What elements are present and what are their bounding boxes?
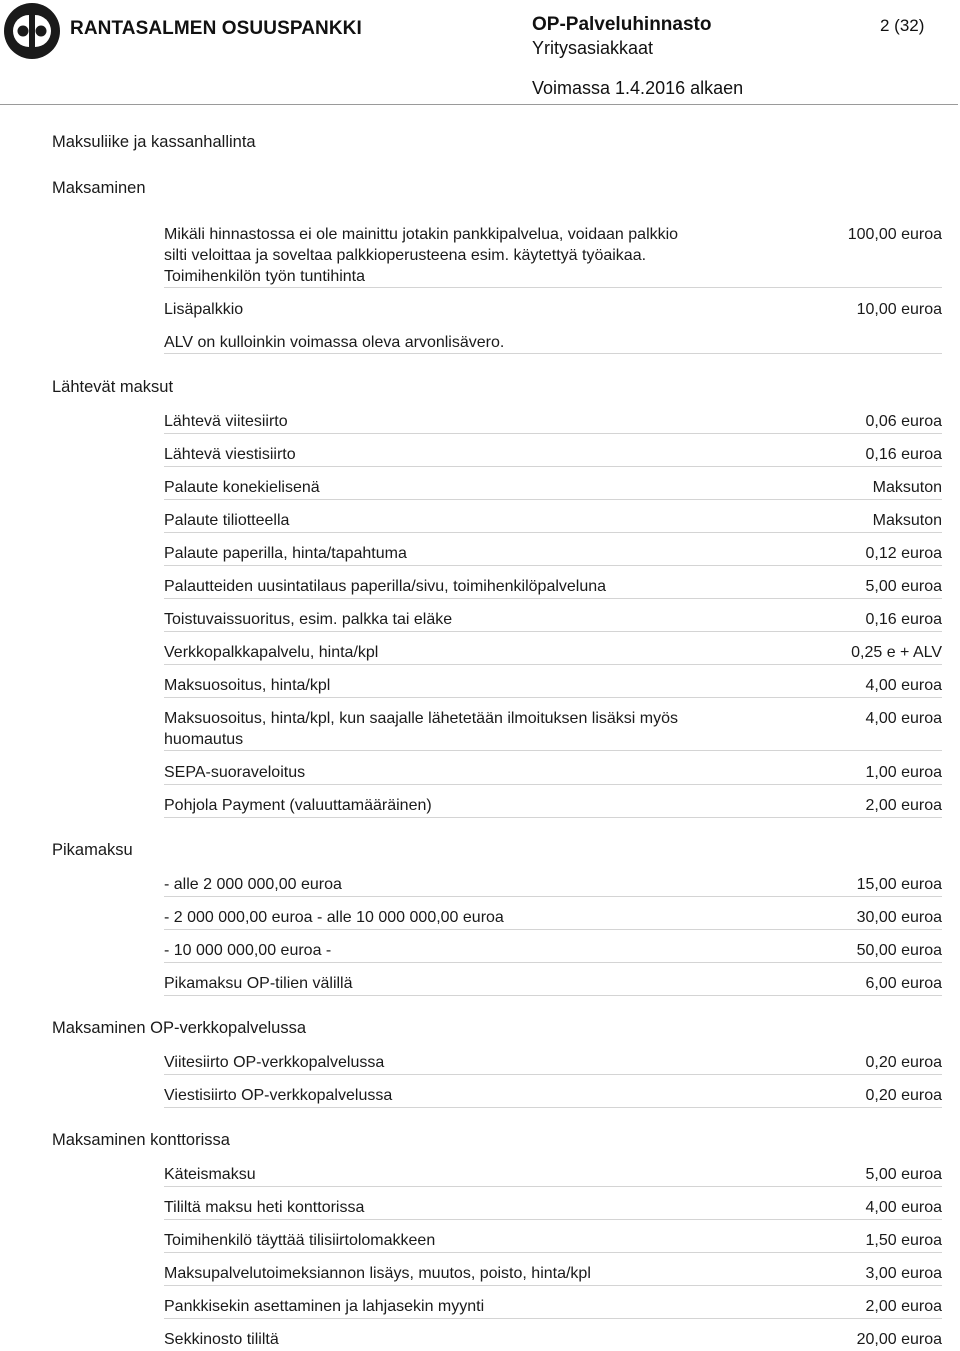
row-price: 20,00 euroa bbox=[856, 1331, 942, 1348]
row-price: 30,00 euroa bbox=[856, 909, 942, 926]
table-row bbox=[164, 1296, 942, 1319]
row-label: Toistuvaissuoritus, esim. palkka tai eläke bbox=[164, 611, 453, 628]
row-price: 50,00 euroa bbox=[856, 942, 942, 959]
row-label: Palaute tiliotteella bbox=[164, 512, 290, 529]
table-row bbox=[164, 510, 942, 533]
table-row bbox=[164, 795, 942, 818]
table-row bbox=[164, 1329, 942, 1350]
row-label: Pankkisekin asettaminen ja lahjasekin myynti bbox=[164, 1298, 485, 1315]
header-divider bbox=[0, 104, 958, 105]
row-label: Verkkopalkkapalvelu, hinta/kpl bbox=[164, 644, 379, 661]
row-price: 1,00 euroa bbox=[865, 764, 942, 781]
main-heading: Maksuliike ja kassanhallinta bbox=[52, 133, 256, 151]
row-price: 0,20 euroa bbox=[865, 1087, 942, 1104]
op-logo-icon bbox=[4, 3, 60, 59]
row-price: 0,20 euroa bbox=[865, 1054, 942, 1071]
section-title-lahtevat-maksut: Lähtevät maksut bbox=[52, 378, 174, 396]
table-row bbox=[164, 973, 942, 996]
row-price: 10,00 euroa bbox=[856, 301, 942, 318]
row-label: Sekkinosto tililtä bbox=[164, 1331, 279, 1348]
row-label: - 2 000 000,00 euroa - alle 10 000 000,00 euroa bbox=[164, 909, 504, 926]
row-label: Toimihenkilö täyttää tilisiirtolomakkeen bbox=[164, 1232, 436, 1249]
section-title-verkkopalvelu: Maksaminen OP-verkkopalvelussa bbox=[52, 1019, 307, 1037]
row-label: Maksupalvelutoimeksiannon lisäys, muutos, poisto, hinta/kpl bbox=[164, 1265, 591, 1282]
table-row bbox=[164, 762, 942, 785]
row-price: 15,00 euroa bbox=[856, 876, 942, 893]
document-subtitle: Yritysasiakkaat bbox=[532, 38, 654, 58]
row-price: 0,16 euroa bbox=[865, 446, 942, 463]
table-row bbox=[164, 1164, 942, 1187]
row-price: Maksuton bbox=[872, 479, 942, 496]
row-label: Pohjola Payment (valuuttamääräinen) bbox=[164, 797, 432, 814]
table-row bbox=[164, 1052, 942, 1075]
table-row bbox=[164, 224, 942, 288]
row-price: 5,00 euroa bbox=[865, 578, 942, 595]
table-row bbox=[164, 411, 942, 434]
table-row bbox=[164, 874, 942, 897]
row-label: Viestisiirto OP-verkkopalvelussa bbox=[164, 1087, 393, 1104]
table-row bbox=[164, 642, 942, 665]
table-row bbox=[164, 1263, 942, 1286]
row-price: 3,00 euroa bbox=[865, 1265, 942, 1282]
row-label: Tililtä maksu heti konttorissa bbox=[164, 1199, 365, 1216]
section-title-pikamaksu: Pikamaksu bbox=[52, 841, 133, 859]
section-title-maksaminen: Maksaminen bbox=[52, 179, 146, 197]
row-price: 4,00 euroa bbox=[865, 677, 942, 694]
table-row bbox=[164, 609, 942, 632]
valid-from: Voimassa 1.4.2016 alkaen bbox=[532, 78, 744, 98]
table-row bbox=[164, 477, 942, 500]
row-price: 0,12 euroa bbox=[865, 545, 942, 562]
row-price: 1,50 euroa bbox=[865, 1232, 942, 1249]
table-row bbox=[164, 576, 942, 599]
row-label: Palaute paperilla, hinta/tapahtuma bbox=[164, 545, 407, 562]
row-price: 2,00 euroa bbox=[865, 797, 942, 814]
page-number: 2 (32) bbox=[880, 16, 925, 35]
row-label: Maksuosoitus, hinta/kpl bbox=[164, 677, 331, 694]
vat-note: ALV on kulloinkin voimassa oleva arvonlisävero. bbox=[164, 334, 505, 351]
page-header bbox=[0, 0, 960, 104]
row-label: Palautteiden uusintatilaus paperilla/sivu, toimihenkilöpalveluna bbox=[164, 578, 607, 595]
row-label: Maksuosoitus, hinta/kpl, kun saajalle lähetetään ilmoituksen lisäksi myös huomautus bbox=[164, 710, 679, 748]
row-label: Viitesiirto OP-verkkopalvelussa bbox=[164, 1054, 385, 1071]
row-price: 6,00 euroa bbox=[865, 975, 942, 992]
row-label: Käteismaksu bbox=[164, 1166, 256, 1183]
row-label: SEPA-suoraveloitus bbox=[164, 764, 306, 781]
row-label: - alle 2 000 000,00 euroa bbox=[164, 876, 342, 893]
table-row bbox=[164, 543, 942, 566]
row-label: Lähtevä viestisiirto bbox=[164, 446, 296, 463]
row-price: 2,00 euroa bbox=[865, 1298, 942, 1315]
row-label: Pikamaksu OP-tilien välillä bbox=[164, 975, 353, 992]
section-title-konttori: Maksaminen konttorissa bbox=[52, 1131, 230, 1149]
bank-name: RANTASALMEN OSUUSPANKKI bbox=[70, 18, 362, 39]
table-row bbox=[164, 1197, 942, 1220]
table-row bbox=[164, 299, 942, 320]
row-label: Lisäpalkkio bbox=[164, 301, 244, 318]
note-row bbox=[164, 332, 942, 354]
document-title: OP-Palveluhinnasto bbox=[532, 14, 712, 35]
row-price: 4,00 euroa bbox=[865, 710, 942, 727]
row-price: 0,25 e + ALV bbox=[851, 644, 942, 661]
row-price: 100,00 euroa bbox=[847, 226, 942, 243]
table-row bbox=[164, 444, 942, 467]
row-price: Maksuton bbox=[872, 512, 942, 529]
row-price: 0,16 euroa bbox=[865, 611, 942, 628]
row-price: 0,06 euroa bbox=[865, 413, 942, 430]
row-price: 5,00 euroa bbox=[865, 1166, 942, 1183]
table-row bbox=[164, 708, 942, 751]
table-row bbox=[164, 675, 942, 698]
table-row bbox=[164, 1085, 942, 1108]
row-label: Mikäli hinnastossa ei ole mainittu jotakin pankkipalvelua, voidaan palkkio silti veloittaa ja soveltaa palkkioperusteena esim. käytettyä työaikaa. Toimihenkilön työn tuntihinta bbox=[164, 226, 679, 285]
table-row bbox=[164, 1230, 942, 1253]
row-label: Palaute konekielisenä bbox=[164, 479, 320, 496]
row-price: 4,00 euroa bbox=[865, 1199, 942, 1216]
table-row bbox=[164, 940, 942, 963]
row-label: - 10 000 000,00 euroa - bbox=[164, 942, 332, 959]
row-label: Lähtevä viitesiirto bbox=[164, 413, 288, 430]
table-row bbox=[164, 907, 942, 930]
